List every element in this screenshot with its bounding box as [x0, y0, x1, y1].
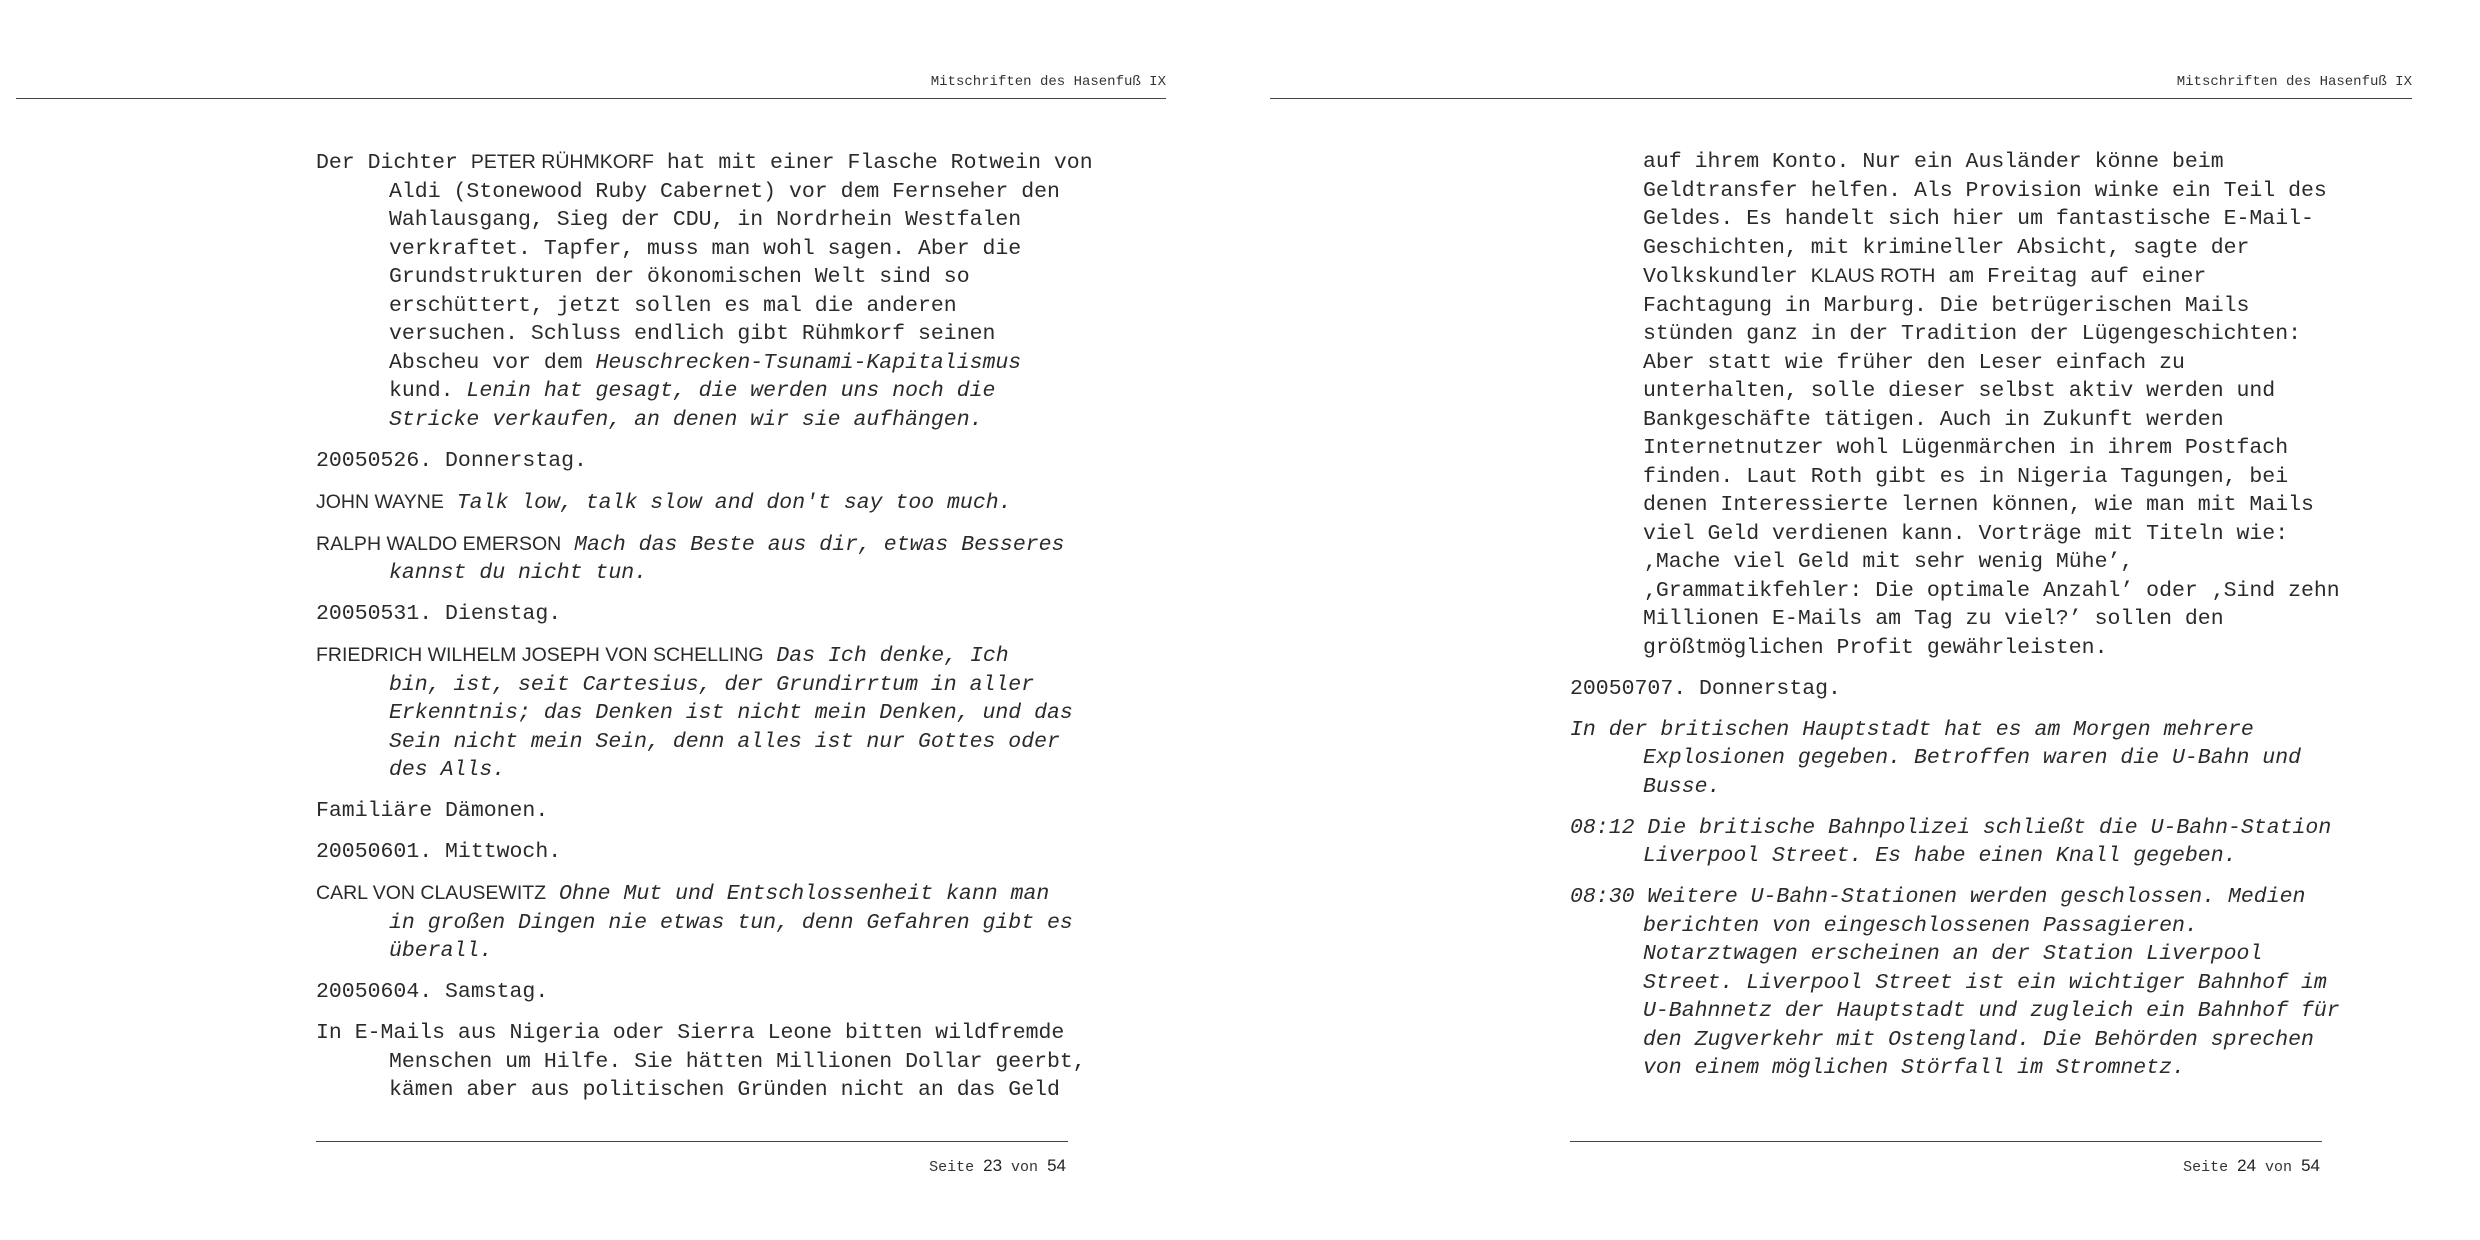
- quote-text: Lenin hat gesagt, die werden uns noch die Stricke verkaufen, an denen wir sie aufhängen.: [389, 379, 996, 432]
- footer-prefix: Seite: [929, 1159, 975, 1176]
- page-number: 23: [983, 1156, 1003, 1175]
- continued-paragraph: [1570, 148, 2370, 662]
- entry-text: Der Dichter: [316, 151, 471, 175]
- person-name: RALPH WALDO EMERSON: [316, 532, 562, 555]
- diary-entry: [316, 978, 1116, 1007]
- page-right: [1240, 0, 2480, 1240]
- entry-text: hat mit einer Flasche Rotwein von Aldi (Stonewood Ruby Cabernet) vor dem Fernseher den Wahlausgang, Sieg der CDU, in Nordrhein Westfalen verkraftet. Tapfer, muss man wohl sagen. Aber die Grundstrukturen der ökonomischen Welt sind so erschüttert, jetzt sollen es mal die anderen versuchen. Schluss endlich gibt Rühmkorf seinen Abscheu vor dem: [389, 151, 1093, 375]
- running-head: Mitschriften des Hasenfuß IX: [2176, 74, 2412, 90]
- diary-entry: [316, 488, 1116, 518]
- page-body: [1570, 148, 2370, 1095]
- quote-text: Talk low, talk slow and don't say too much.: [456, 490, 1012, 515]
- entry-text: [561, 533, 574, 557]
- page-body: [316, 148, 1116, 1117]
- footer-rule: [1570, 1141, 2322, 1142]
- diary-entry: [316, 641, 1116, 785]
- entry-text: 20050707. Donnerstag.: [1570, 676, 1841, 701]
- diary-entry: [1570, 675, 2370, 704]
- footer-rule: [316, 1141, 1068, 1142]
- footer-of: von: [1011, 1159, 1039, 1176]
- entry-text: auf ihrem Konto. Nur ein Ausländer könne beim Geldtransfer helfen. Als Provision winke ein Teil des Geldes. Es handelt sich hier um fantastische E-Mail- Geschichten, mit krimineller Absicht, sagte der Volkskundler: [1643, 150, 2327, 289]
- diary-entry: [1570, 883, 2370, 1083]
- entry-text: 20050604. Samstag.: [316, 980, 549, 1004]
- entry-text: [444, 491, 457, 515]
- entry-text: [764, 644, 777, 668]
- quote-text: Ohne Mut und Entschlossenheit kann man in großen Dingen nie etwas tun, denn Gefahren gibt es überall.: [389, 882, 1073, 963]
- entry-text: In E-Mails aus Nigeria oder Sierra Leone bitten wildfremde Menschen um Hilfe. Sie hätten Millionen Dollar geerbt, kämen aber aus politischen Gründen nicht an das Geld: [316, 1021, 1086, 1102]
- quote-text: Heuschrecken-Tsunami-Kapitalismus: [595, 350, 1022, 375]
- person-name: CARL VON CLAUSEWITZ: [316, 882, 547, 904]
- entry-text: am Freitag auf einer Fachtagung in Marburg. Die betrügerischen Mails stünden ganz in der Tradition der Lügengeschichten: Aber statt wie früher den Leser einfach zu unterhalten, solle dieser selbst aktiv werden und Bankgeschäfte tätigen. Auch in Zukunft werden Internetnutzer wohl Lügenmärchen in ihrem Postfach finden. Laut Roth gibt es in Nigeria Tagungen, bei denen Interessierte lernen können, wie man mit Mails viel Geld verdienen kann. Vorträge mit Titeln wie: ‚Mache viel Geld mit sehr wenig Mühe’, ‚Grammatikfehler: Die optimale Anzahl’ oder ‚Sind zehn Millionen E-Mails am Tag zu viel?’ sollen den größtmöglichen Profit gewährleisten.: [1643, 265, 2340, 660]
- footer-prefix: Seite: [2183, 1159, 2229, 1176]
- diary-entry: [316, 879, 1116, 966]
- diary-entry: [316, 1019, 1116, 1105]
- quote-text: 08:12 Die britische Bahnpolizei schließt die U-Bahn-Station Liverpool Street. Es habe einen Knall gegeben.: [1570, 815, 2332, 868]
- person-name: JOHN WAYNE: [316, 490, 444, 513]
- page-number: 24: [2237, 1156, 2257, 1175]
- entry-text: 20050531. Dienstag.: [316, 602, 562, 626]
- entry-text: [546, 882, 559, 906]
- quote-text: 08:30 Weitere U-Bahn-Stationen werden geschlossen. Medien berichten von eingeschlossenen Passagieren. Notarztwagen erscheinen an der Station Liverpool Street. Liverpool Street ist ein wichtiger Bahnhof im U-Bahnnetz der Hauptstadt und zugleich ein Bahnhof für den Zugverkehr mit Ostengland. Die Behörden sprechen von einem möglichen Störfall im Stromnetz.: [1570, 885, 2340, 1080]
- footer-of: von: [2265, 1159, 2293, 1176]
- diary-entry: [316, 530, 1116, 588]
- page-footer: [1570, 1156, 2320, 1178]
- header-rule: [1270, 98, 2412, 99]
- running-head: Mitschriften des Hasenfuß IX: [930, 74, 1166, 90]
- quote-text: Das Ich denke, Ich bin, ist, seit Cartesius, der Grundirrtum in aller Erkenntnis; das Denken ist nicht mein Denken, und das Sein nicht mein Sein, denn alles ist nur Gottes oder des Alls.: [389, 644, 1073, 782]
- diary-entry: [316, 148, 1116, 434]
- diary-entry: [316, 797, 1116, 826]
- person-name: FRIEDRICH WILHELM JOSEPH VON SCHELLING: [316, 644, 764, 666]
- person-name: KLAUS ROTH: [1810, 265, 1936, 287]
- page-total: 54: [2301, 1156, 2320, 1175]
- diary-entry: [316, 447, 1116, 476]
- diary-entry: [1570, 814, 2370, 871]
- page-footer: [316, 1156, 1066, 1178]
- diary-entry: [316, 838, 1116, 867]
- entry-text: Familiäre Dämonen.: [316, 799, 549, 823]
- page-total: 54: [1047, 1156, 1066, 1175]
- person-name: PETER RÜHMKORF: [470, 151, 654, 173]
- header-rule: [16, 98, 1166, 99]
- entry-text: kund.: [389, 379, 454, 403]
- entry-text: 20050526. Donnerstag.: [316, 448, 587, 473]
- quote-text: Mach das Beste aus dir, etwas Besseres kannst du nicht tun.: [389, 532, 1065, 585]
- quote-text: In der britischen Hauptstadt hat es am Morgen mehrere Explosionen gegeben. Betroffen waren die U-Bahn und Busse.: [1570, 717, 2302, 799]
- diary-entry: [316, 600, 1116, 629]
- diary-entry: [1570, 716, 2370, 802]
- entry-text: 20050601. Mittwoch.: [316, 840, 562, 864]
